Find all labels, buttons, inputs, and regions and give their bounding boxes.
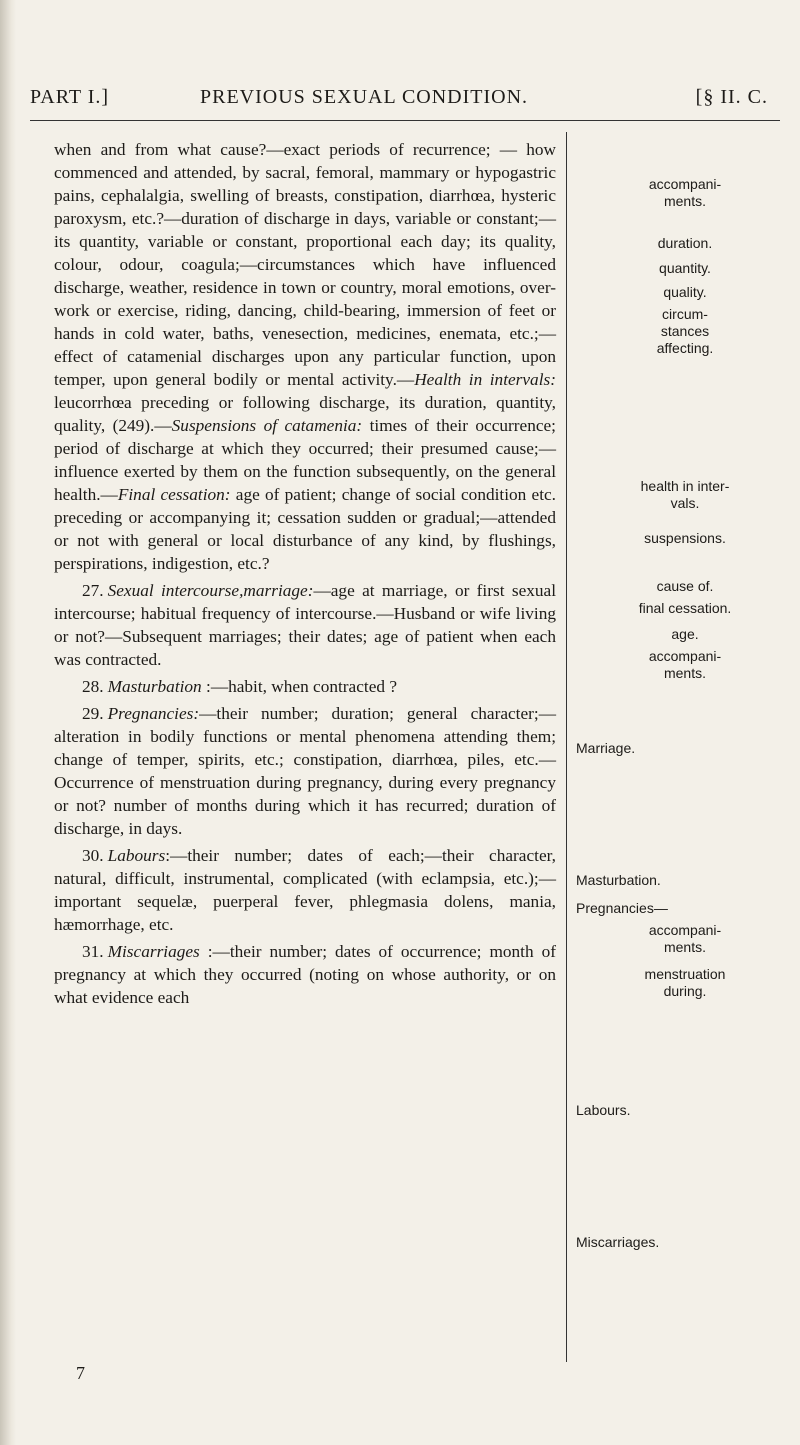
side-note-marriage: Marriage.: [576, 740, 636, 756]
side-note-accompaniments-3: accompani- ments.: [648, 922, 722, 955]
side-note-accompaniments-2: accompani- ments.: [648, 648, 722, 681]
side-note-labours: Labours.: [576, 1102, 631, 1118]
header-section: [§ II. C.: [695, 86, 768, 108]
main-text: [54, 138, 556, 1009]
side-note-menstruation: menstruation during.: [644, 966, 726, 999]
paragraph-31: 31. Miscarriages :—their number; dates of occurrence; month of pregnancy at which they occurred (noting on whose authority, or on what evidence each: [54, 942, 556, 1007]
side-note-health-intervals: health in inter- vals.: [640, 478, 730, 511]
margin-divider: [566, 132, 567, 1362]
side-note-accompaniments: accompani- ments.: [648, 176, 722, 209]
paragraph-27: 27. Sexual intercourse,marriage:—age at marriage, or first sexual intercourse; habitual frequency of intercourse.—Husband or wife living or not?—Subsequent marriages; their dates; age of patient when each was contracted.: [54, 581, 556, 669]
side-note-quality: quality.: [663, 284, 707, 300]
side-note-pregnancies: Pregnancies—: [576, 900, 668, 916]
side-note-circumstances: circum- stances affecting.: [656, 306, 714, 356]
side-note-final-cessation: final cessation.: [638, 600, 732, 616]
paragraph-29: 29. Pregnancies:—their number; duration; general character;—alteration in bodily functions or mental phenomena attending them; change of temper, spirits, etc.; constipation, diarrhœa, piles, etc.—Occurrence of menstruation during pregnancy, during every pregnancy or not? number of months during which it has recurred; duration of discharge, in days.: [54, 704, 556, 838]
side-note-duration: duration.: [657, 235, 713, 251]
side-note-age: age.: [671, 626, 699, 642]
page-number: 7: [76, 1363, 85, 1383]
paragraph-28: 28. Masturbation :—habit, when contracted ?: [82, 677, 398, 696]
side-note-miscarriages: Miscarriages.: [576, 1234, 660, 1250]
header-title: PREVIOUS SEXUAL CONDITION.: [200, 86, 529, 108]
side-note-masturbation: Masturbation.: [576, 872, 661, 888]
header-part: PART I.]: [30, 86, 110, 108]
side-note-cause: cause of.: [656, 578, 714, 594]
paragraph-30: 30. Labours:—their number; dates of each;—their character, natural, difficult, instrumental, complicated (with eclampsia, etc.);—important sequelæ, puerperal fever, phlegmasia dolens, mania, hæmorrhage, etc.: [54, 846, 556, 934]
side-note-suspensions: suspensions.: [644, 530, 726, 546]
header-rule: [30, 120, 780, 121]
page-binding-edge: [0, 0, 16, 1445]
side-note-quantity: quantity.: [659, 260, 711, 276]
paragraph-catamenia: when and from what cause?—exact periods of recurrence; — how commenced and attended, by sacral, femoral, mammary or hypogastric pains, cephalalgia, swelling of breasts, constipation, diarrhœa, hysteric paroxysm, etc.?—duration of discharge in days, variable or constant;—its quantity, variable or constant, proportional each day; its quality, colour, odour, coagula;—circumstances which have influenced discharge, weather, residence in town or country, moral emotions, over-work or exercise, riding, dancing, child-bearing, immersion of feet or hands in cold water, baths, venesection, medicines, enemata, etc.;—effect of catamenial discharges upon any particular function, upon temper, upon general bodily or mental activity.—Health in intervals: leucorrhœa preceding or following discharge, its duration, quantity, quality, (249).—Suspensions of catamenia: times of their occurrence; period of discharge at which they occurred; their presumed cause;—influence exerted by them on the function subsequently, on the general health.—Final cessation: age of patient; change of social condition etc. preceding or accompanying it; cessation sudden or gradual;—attended or not with general or local disturbance of any kind, by flushings, perspirations, indigestion, etc.?: [54, 140, 556, 573]
running-header: [30, 86, 768, 116]
